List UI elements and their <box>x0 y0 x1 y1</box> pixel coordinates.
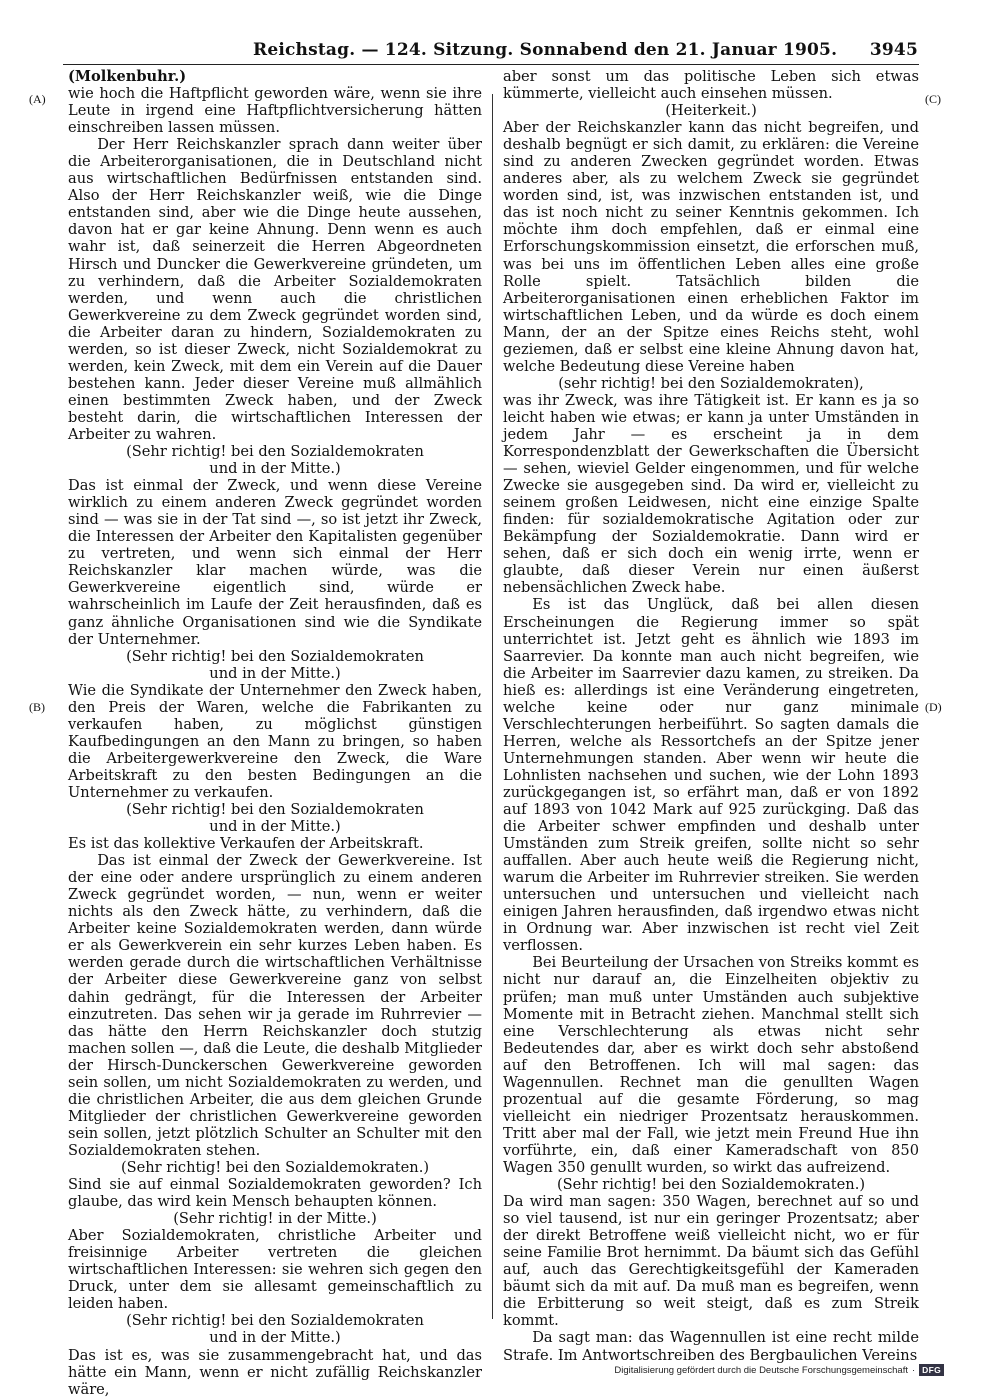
paragraph: Es ist das kollektive Verkaufen der Arbeitskraft. <box>68 835 424 853</box>
paragraph: was ihr Zweck, was ihre Tätigkeit ist. Er kann es ja so leicht haben wie etwas; er kann ja unter Umständen in jedem Jahr — es erscheint ja in dem Korrespondenzblatt der Gewerkschaften die Übersicht — sehen, wieviel Gelder eingenommen, und für welche Zwecke sie ausgegeben sind. Da wird er, vielleicht zu seinem großen Leidwesen, nicht eine einzige Spalte finden: für sozialdemokratische Agitation oder zur Bekämpfung der Sozialdemokratie. Dann wird er sehen, daß er sich doch ein wenig irrte, wenn er glaubte, daß dieser Verein nur einen äußerst nebensächlichen Zweck habe. <box>503 391 919 597</box>
paragraph: Es ist das Unglück, daß bei allen diesen Erscheinungen die Regierung immer so spät unterrichtet ist. Jetzt geht es ähnlich wie 1893 im Saarrevier. Da konnte man auch nicht begreifen, wie die Arbeiter im Saarrevier dazu kamen, zu streiken. Da hieß es: allerdings ist eine Veränderung eingetreten, welche keine oder nur ganz minimale Verschlechterungen herbeiführt. So sagten damals die Herren, welche als Ressortchefs an der Spitze jener Unternehmungen standen. Aber wenn wir heute die Lohnlisten nachsehen und suchen, wie der Lohn 1893 zurückgegangen ist, so erfährt man, daß er von 1892 auf 1893 von 1042 Mark auf 925 zurückging. Daß das die Arbeiter schwer empfinden und deshalb unter Umständen zum Streik greifen, sollte nicht so sehr auffallen. Aber auch heute weiß die Regierung nicht, warum die Arbeiter im Ruhrrevier streiken. Sie werden untersuchen und untersuchen und vielleicht nach einigen Jahren herausfinden, daß irgendwo etwas nicht in Ordnung war. Aber inzwischen ist recht viel Zeit verflossen. <box>503 596 919 955</box>
paragraph: Da wird man sagen: 350 Wagen, berechnet auf so und so viel tausend, ist nur ein geringer Prozentsatz; aber der direkt Betroffene weiß vielleicht nicht, wo er für seine Familie Brot hernimmt. Da bäumt sich das Gefühl auf, auch das Gerechtigkeitsgefühl der Kameraden bäumt sich da mit auf. Da muß man es begreifen, wenn die Erbitterung so weit steigt, daß es zum Streik kommt. <box>503 1193 919 1330</box>
column-divider <box>492 94 493 1319</box>
paragraph: aber sonst um das politische Leben sich etwas kümmerte, vielleicht auch einsehen müssen. <box>503 68 919 103</box>
header-title: Reichstag. — 124. Sitzung. Sonnabend den 21. Januar 1905. <box>253 40 838 60</box>
interjection: (Sehr richtig! bei den Sozialdemokraten.) <box>120 1159 430 1176</box>
paragraph: Da sagt man: das Wagennullen ist eine recht milde Strafe. Im Antwortschreiben des Bergbaulichen Vereins <box>503 1329 919 1364</box>
page-number: 3945 <box>869 40 918 60</box>
header-rule <box>63 64 919 65</box>
interjection: (sehr richtig! bei den Sozialdemokraten), <box>558 374 864 392</box>
dfg-logo: DFG <box>919 1364 944 1376</box>
paragraph: Das ist es, was sie zusammengebracht hat, und das hätte ein Mann, wenn er nicht zufällig Reichskanzler wäre, <box>68 1346 482 1398</box>
right-column <box>503 68 919 1364</box>
paragraph: Aber Sozialdemokraten, christliche Arbeiter und freisinnige Arbeiter vertreten die gleichen wirtschaftlichen Interessen: sie wehren sich gegen den Druck, unter dem sie allesamt gemeinschaftlich zu leiden haben. <box>68 1227 482 1313</box>
interjection: (Sehr richtig! bei den Sozialdemokraten und in der Mitte.) <box>126 443 424 478</box>
paragraph: Wie die Syndikate der Unternehmer den Zweck haben, den Preis der Waren, welche die Fabrikanten zu verkaufen haben, zu möglichst günstigen Kaufbedingungen an den Mann zu bringen, so haben die Arbeitergewerkvereine den Zweck, die Ware Arbeitskraft zu den besten Bedingungen an die Unternehmer zu verkaufen. <box>68 681 482 801</box>
margin-label-b: (B) <box>29 700 45 714</box>
paragraph: Der Herr Reichskanzler sprach dann weiter über die Arbeiterorganisationen, die in Deutschland nicht aus wirtschaftlichen Bedürfnissen entstanden sind. Also der Herr Reichskanzler weiß, wie die Dinge entstanden sind, aber wie die Dinge heute aussehen, davon hat er gar keine Ahnung. Denn wenn es auch wahr ist, daß seinerzeit die Herren Abgeordneten Hirsch und Duncker die Gewerkvereine gründeten, um zu verhindern, daß die Arbeiter Sozialdemokraten werden, und wenn auch die christlichen Gewerkvereine zu dem Zweck gegründet worden sind, die Arbeiter daran zu hindern, Sozialdemokraten zu werden, so ist dieser Zweck, nicht Sozialdemokrat zu werden, kein Zweck, mit dem ein Verein auf die Dauer bestehen kann. Jeder dieser Vereine muß allmählich einen bestimmten Zweck haben, und der Zweck besteht darin, die wirtschaftlichen Interessen der Arbeiter zu wahren. <box>68 136 482 443</box>
left-column <box>68 68 482 1398</box>
paragraph: Sind sie auf einmal Sozialdemokraten geworden? Ich glaube, das wird kein Mensch behaupten können. <box>68 1176 482 1211</box>
margin-label-a: (A) <box>29 92 46 106</box>
footer-credit: Digitalisierung gefördert durch die Deutsche Forschungsgemeinschaft · DFG <box>614 1364 944 1376</box>
paragraph: wie hoch die Haftpflicht geworden wäre, wenn sie ihre Leute in irgend eine Haftpflichtversicherung hätten einschreiben lassen müssen. <box>68 85 482 137</box>
interjection: (Sehr richtig! bei den Sozialdemokraten und in der Mitte.) <box>126 801 424 836</box>
interjection: (Sehr richtig! bei den Sozialdemokraten und in der Mitte.) <box>126 647 424 682</box>
paragraph: Das ist einmal der Zweck der Gewerkvereine. Ist der eine oder andere ursprünglich zu einem anderen Zweck gegründet worden, — nun, wenn er weiter nichts als den Zweck hätte, zu verhindern, daß die Arbeiter keine Sozialdemokraten werden, dann würde er als Gewerkverein ein sehr kurzes Leben haben. Es werden gerade durch die wirtschaftlichen Verhältnisse der Arbeiter diese Gewerkvereine ganz von selbst dahin gedrängt, für die Interessen der Arbeiter einzutreten. Das sehen wir ja gerade im Ruhrrevier — das hätte den Herrn Reichskanzler doch stutzig machen sollen —, daß die Leute, die deshalb Mitglieder der Hirsch-Dunckerschen Gewerkvereine geworden sein sollen, um nicht Sozialdemokraten zu werden, und die christlichen Arbeiter, die aus dem gleichen Grunde Mitglieder der christlichen Gewerkvereine geworden sein sollen, jetzt plötzlich Schulter an Schulter mit den Sozialdemokraten stehen. <box>68 852 482 1159</box>
paragraph: Bei Beurteilung der Ursachen von Streiks kommt es nicht nur darauf an, die Einzelheiten objektiv zu prüfen; man muß unter Umständen auch subjektive Momente mit in Betracht ziehen. Manchmal stellt sich eine Verschlechterung als etwas nicht sehr Bedeutendes dar, aber es wirkt doch sehr abstoßend auf den Betroffenen. Ich will mal sagen: das Wagennullen. Rechnet man die genullten Wagen prozentual auf die gesamte Förderung, so mag vielleicht ein niedriger Prozentsatz herauskommen. Tritt aber mal der Fall, wie jetzt mein Freund Hue ihn vorführte, ein, daß einer Kameradschaft von 850 Wagen 350 genullt wurden, so wirkt das aufreizend. <box>503 954 919 1176</box>
paragraph: Aber der Reichskanzler kann das nicht begreifen, und deshalb begnügt er sich damit, zu erklären: die Vereine sind zu anderen Zwecken gegründet worden. Etwas anderes aber, als zu welchem Zweck sie gegründet worden sind, ist, was inzwischen entstanden ist, und das ist noch nicht zu seiner Kenntnis gekommen. Ich möchte ihm doch empfehlen, daß er einmal eine Erforschungskommission einsetzt, die erforschen muß, was bei uns im öffentlichen Leben alles eine große Rolle spielt. Tatsächlich bilden die Arbeiterorganisationen einen erheblichen Faktor im wirtschaftlichen Leben, und da würde es doch einem Mann, der an der Spitze eines Reichs steht, wohl geziemen, daß er selbst eine kleine Ahnung davon hat, welche Bedeutung diese Vereine haben <box>503 119 919 375</box>
interjection: (Heiterkeit.) <box>665 102 757 120</box>
footer-text: Digitalisierung gefördert durch die Deutsche Forschungsgemeinschaft <box>614 1364 908 1376</box>
interjection: (Sehr richtig! bei den Sozialdemokraten und in der Mitte.) <box>126 1312 424 1347</box>
interjection: (Sehr richtig! in der Mitte.) <box>173 1210 377 1228</box>
margin-label-c: (C) <box>925 92 941 106</box>
speaker-label: (Molkenbuhr.) <box>68 68 187 85</box>
margin-label-d: (D) <box>925 700 942 714</box>
interjection: (Sehr richtig! bei den Sozialdemokraten.) <box>556 1176 866 1194</box>
paragraph: Das ist einmal der Zweck, und wenn diese Vereine wirklich zu einem anderen Zweck gegründet worden sind — was sie in der Tat sind —, so ist jetzt ihr Zweck, die Interessen der Arbeiter den Kapitalisten gegenüber zu vertreten, und wenn sich einmal der Herr Reichskanzler klar machen würde, was die Gewerkvereine eigentlich sind, würde er wahrscheinlich im Laufe der Zeit herausfinden, daß es ganz ähnliche Organisationen sind wie die Syndikate der Unternehmer. <box>68 477 482 648</box>
